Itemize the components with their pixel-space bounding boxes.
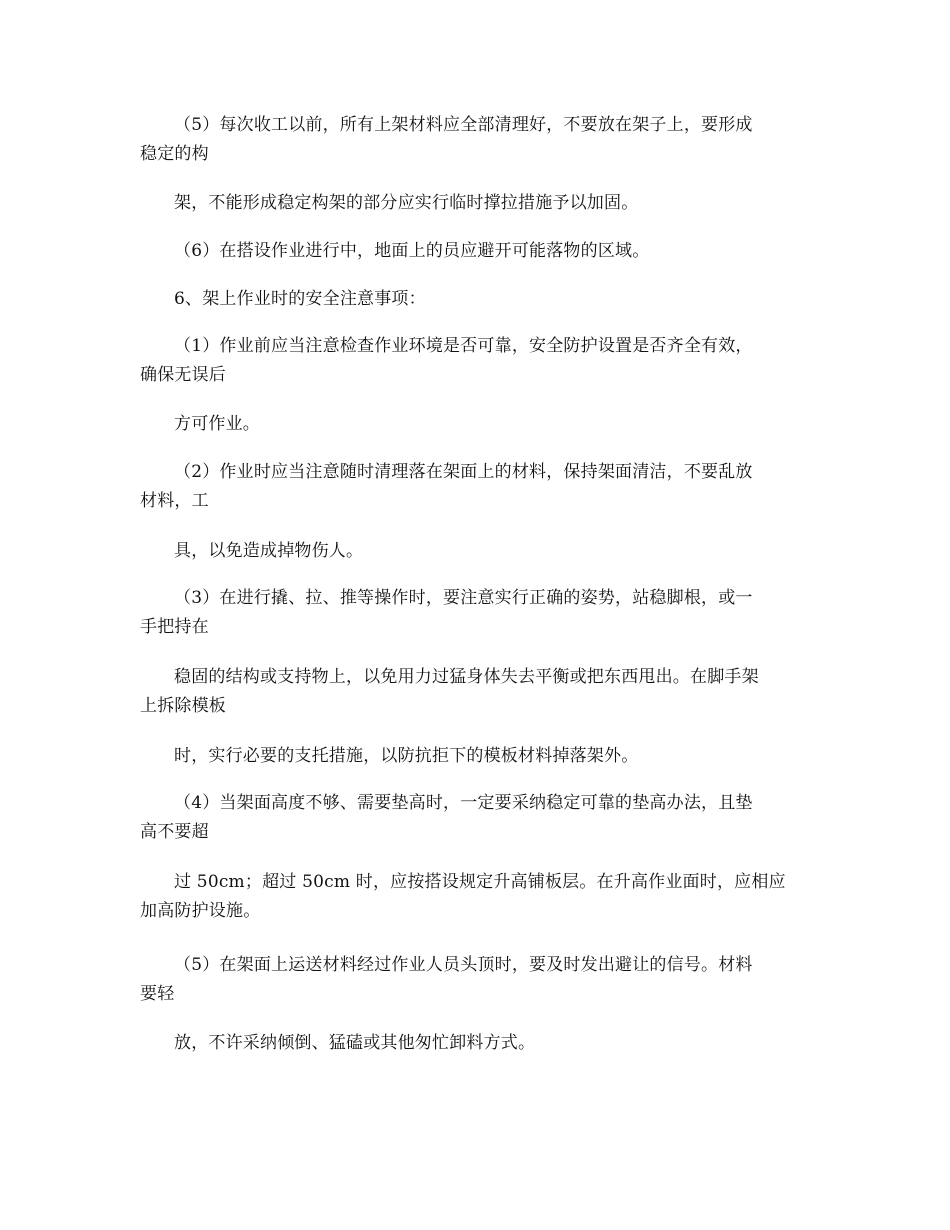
paragraph-continuation	[140, 537, 820, 566]
paragraph-continuation	[140, 868, 820, 926]
text-line: 过 50cm；超过 50cm 时，应按搭设规定升高铺板层。在升高作业面时，应相应	[174, 872, 786, 892]
text-line: （3）在进行撬、拉、推等操作时，要注意实行正确的姿势，站稳脚根，或一	[174, 588, 753, 608]
paragraph-item-5-transport-materials	[140, 951, 820, 1009]
text-line: （2）作业时应当注意随时清理落在架面上的材料，保持架面清洁，不要乱放	[174, 462, 753, 482]
text-line: 放，不许采纳倾倒、猛磕或其他匆忙卸料方式。	[174, 1033, 536, 1053]
paragraph-item-1-check-environment	[140, 332, 820, 390]
paragraph-continuation	[140, 1029, 820, 1058]
paragraph-continuation	[140, 742, 820, 771]
text-line: 高不要超	[140, 822, 209, 842]
text-line: 时，实行必要的支托措施，以防抗拒下的模板材料掉落架外。	[174, 746, 639, 766]
text-line: （1）作业前应当注意检查作业环境是否可靠，安全防护设置是否齐全有效，	[174, 336, 753, 356]
text-line: （5）在架面上运送材料经过作业人员头顶时，要及时发出避让的信号。材料	[174, 955, 753, 975]
section-heading-6	[140, 285, 820, 314]
paragraph-item-4-raising-platform	[140, 789, 820, 847]
paragraph-continuation	[140, 663, 820, 721]
text-line: 材料，工	[140, 491, 209, 511]
paragraph-item-6-ground-staff	[140, 237, 820, 266]
paragraph-item-2-clean-materials	[140, 458, 820, 516]
text-line: 架，不能形成稳定构架的部分应实行临时撑拉措施予以加固。	[174, 193, 639, 213]
text-line: （6）在搭设作业进行中，地面上的员应避开可能落物的区域。	[174, 241, 650, 261]
text-line: 要轻	[140, 984, 175, 1004]
text-line: （4）当架面高度不够、需要垫高时，一定要采纳稳定可靠的垫高办法，且垫	[174, 793, 753, 813]
text-line: 6、架上作业时的安全注意事项：	[174, 289, 426, 309]
text-line: 稳固的结构或支持物上，以免用力过猛身体失去平衡或把东西甩出。在脚手架	[174, 667, 759, 687]
paragraph-item-3-correct-posture	[140, 584, 820, 642]
text-line: 手把持在	[140, 617, 209, 637]
paragraph-continuation	[140, 189, 820, 218]
text-line: 方可作业。	[174, 414, 260, 434]
text-line: 稳定的构	[140, 144, 209, 164]
text-line: 确保无误后	[140, 365, 226, 385]
paragraph-item-5-end-of-shift	[140, 111, 820, 169]
text-line: 上拆除模板	[140, 696, 226, 716]
text-line: （5）每次收工以前，所有上架材料应全部清理好，不要放在架子上，要形成	[174, 115, 753, 135]
text-line: 具，以免造成掉物伤人。	[174, 541, 364, 561]
text-line: 加高防护设施。	[140, 901, 261, 921]
paragraph-continuation	[140, 410, 820, 439]
